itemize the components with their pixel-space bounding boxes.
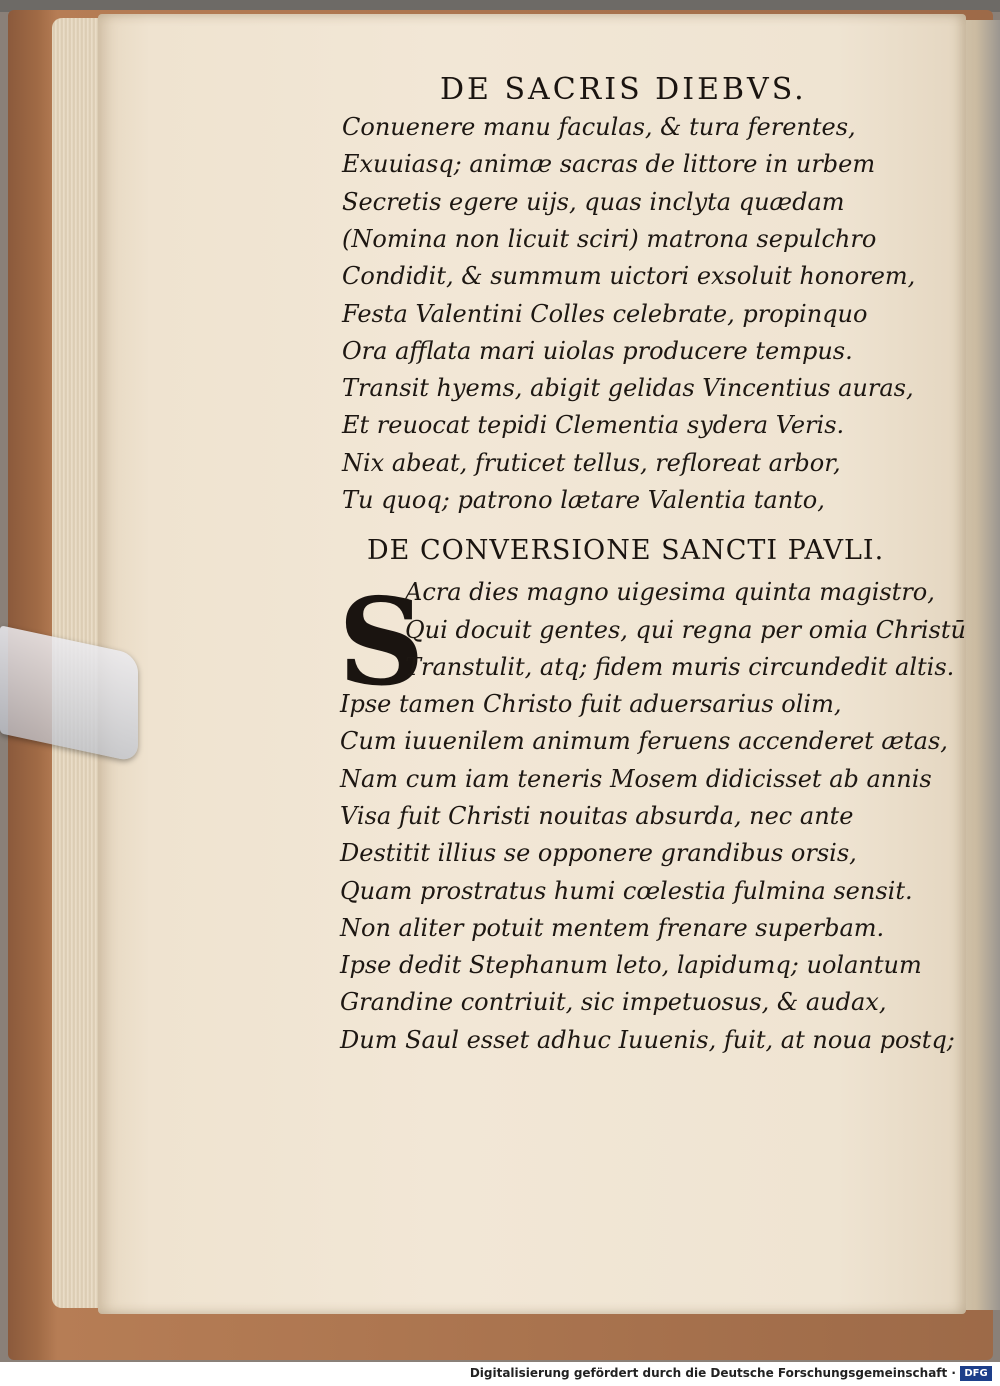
drop-cap: S [338,572,425,713]
verse-line: Acra dies magno uigesima quinta magistro, [405,578,935,606]
verse-line: Non aliter potuit mentem frenare superbam. [340,913,885,942]
verse-line: Condidit, & summum uictori exsoluit honorem, [342,262,916,291]
verse-line: Exuuiasq; animæ sacras de littore in urbem [342,150,876,179]
verse-line: Transtulit, atq; fidem muris circundedit altis. [405,653,955,681]
verse-line: Visa fuit Christi nouitas absurda, nec ante [340,801,854,830]
verse-line: Cum iuuenilem animum feruens accenderet ætas, [340,727,948,756]
verse-line: Dum Saul esset adhuc Iuuenis, fuit, at noua postq; [340,1025,955,1054]
verse-line: Nam cum iam teneris Mosem didicisset ab annis [340,764,932,793]
section-title: DE CONVERSIONE SANCTI PAVLI. [367,535,885,566]
verse-line: Et reuocat tepidi Clementia sydera Veris. [342,411,845,440]
verse-line: Destitit illius se opponere grandibus orsis, [340,839,857,868]
verse-line: Ora afflata mari uiolas producere tempus. [342,336,853,365]
verse-line: Conuenere manu faculas, & tura ferentes, [342,113,856,141]
verse-line: Ipse dedit Stephanum leto, lapidumq; uolantum [340,951,922,980]
verse-line: (Nomina non licuit sciri) matrona sepulchro [342,224,877,253]
verse-line: Secretis egere uijs, quas inclyta quædam [342,187,845,216]
verse-line: Nix abeat, fruticet tellus, refloreat arbor, [342,448,841,477]
verse-line: Tu quoq; patrono lætare Valentia tanto, [342,486,825,514]
verse-line: Quam prostratus humi cœlestia fulmina sensit. [340,876,913,905]
verse-line: Transit hyems, abigit gelidas Vincentius auras, [342,374,914,403]
funding-credit: Digitalisierung gefördert durch die Deutsche Forschungsgemeinschaft · [469,1366,956,1380]
verse-line: Qui docuit gentes, qui regna per omia Christū [405,615,966,644]
verse-line: Festa Valentini Colles celebrate, propinquo [342,299,868,328]
verse-line: Ipse tamen Christo fuit aduersarius olim, [340,690,842,718]
running-head: DE SACRIS DIEBVS. [440,72,807,107]
verse-line: Grandine contriuit, sic impetuosus, & audax, [340,988,887,1017]
dfg-logo: DFG [960,1366,992,1381]
